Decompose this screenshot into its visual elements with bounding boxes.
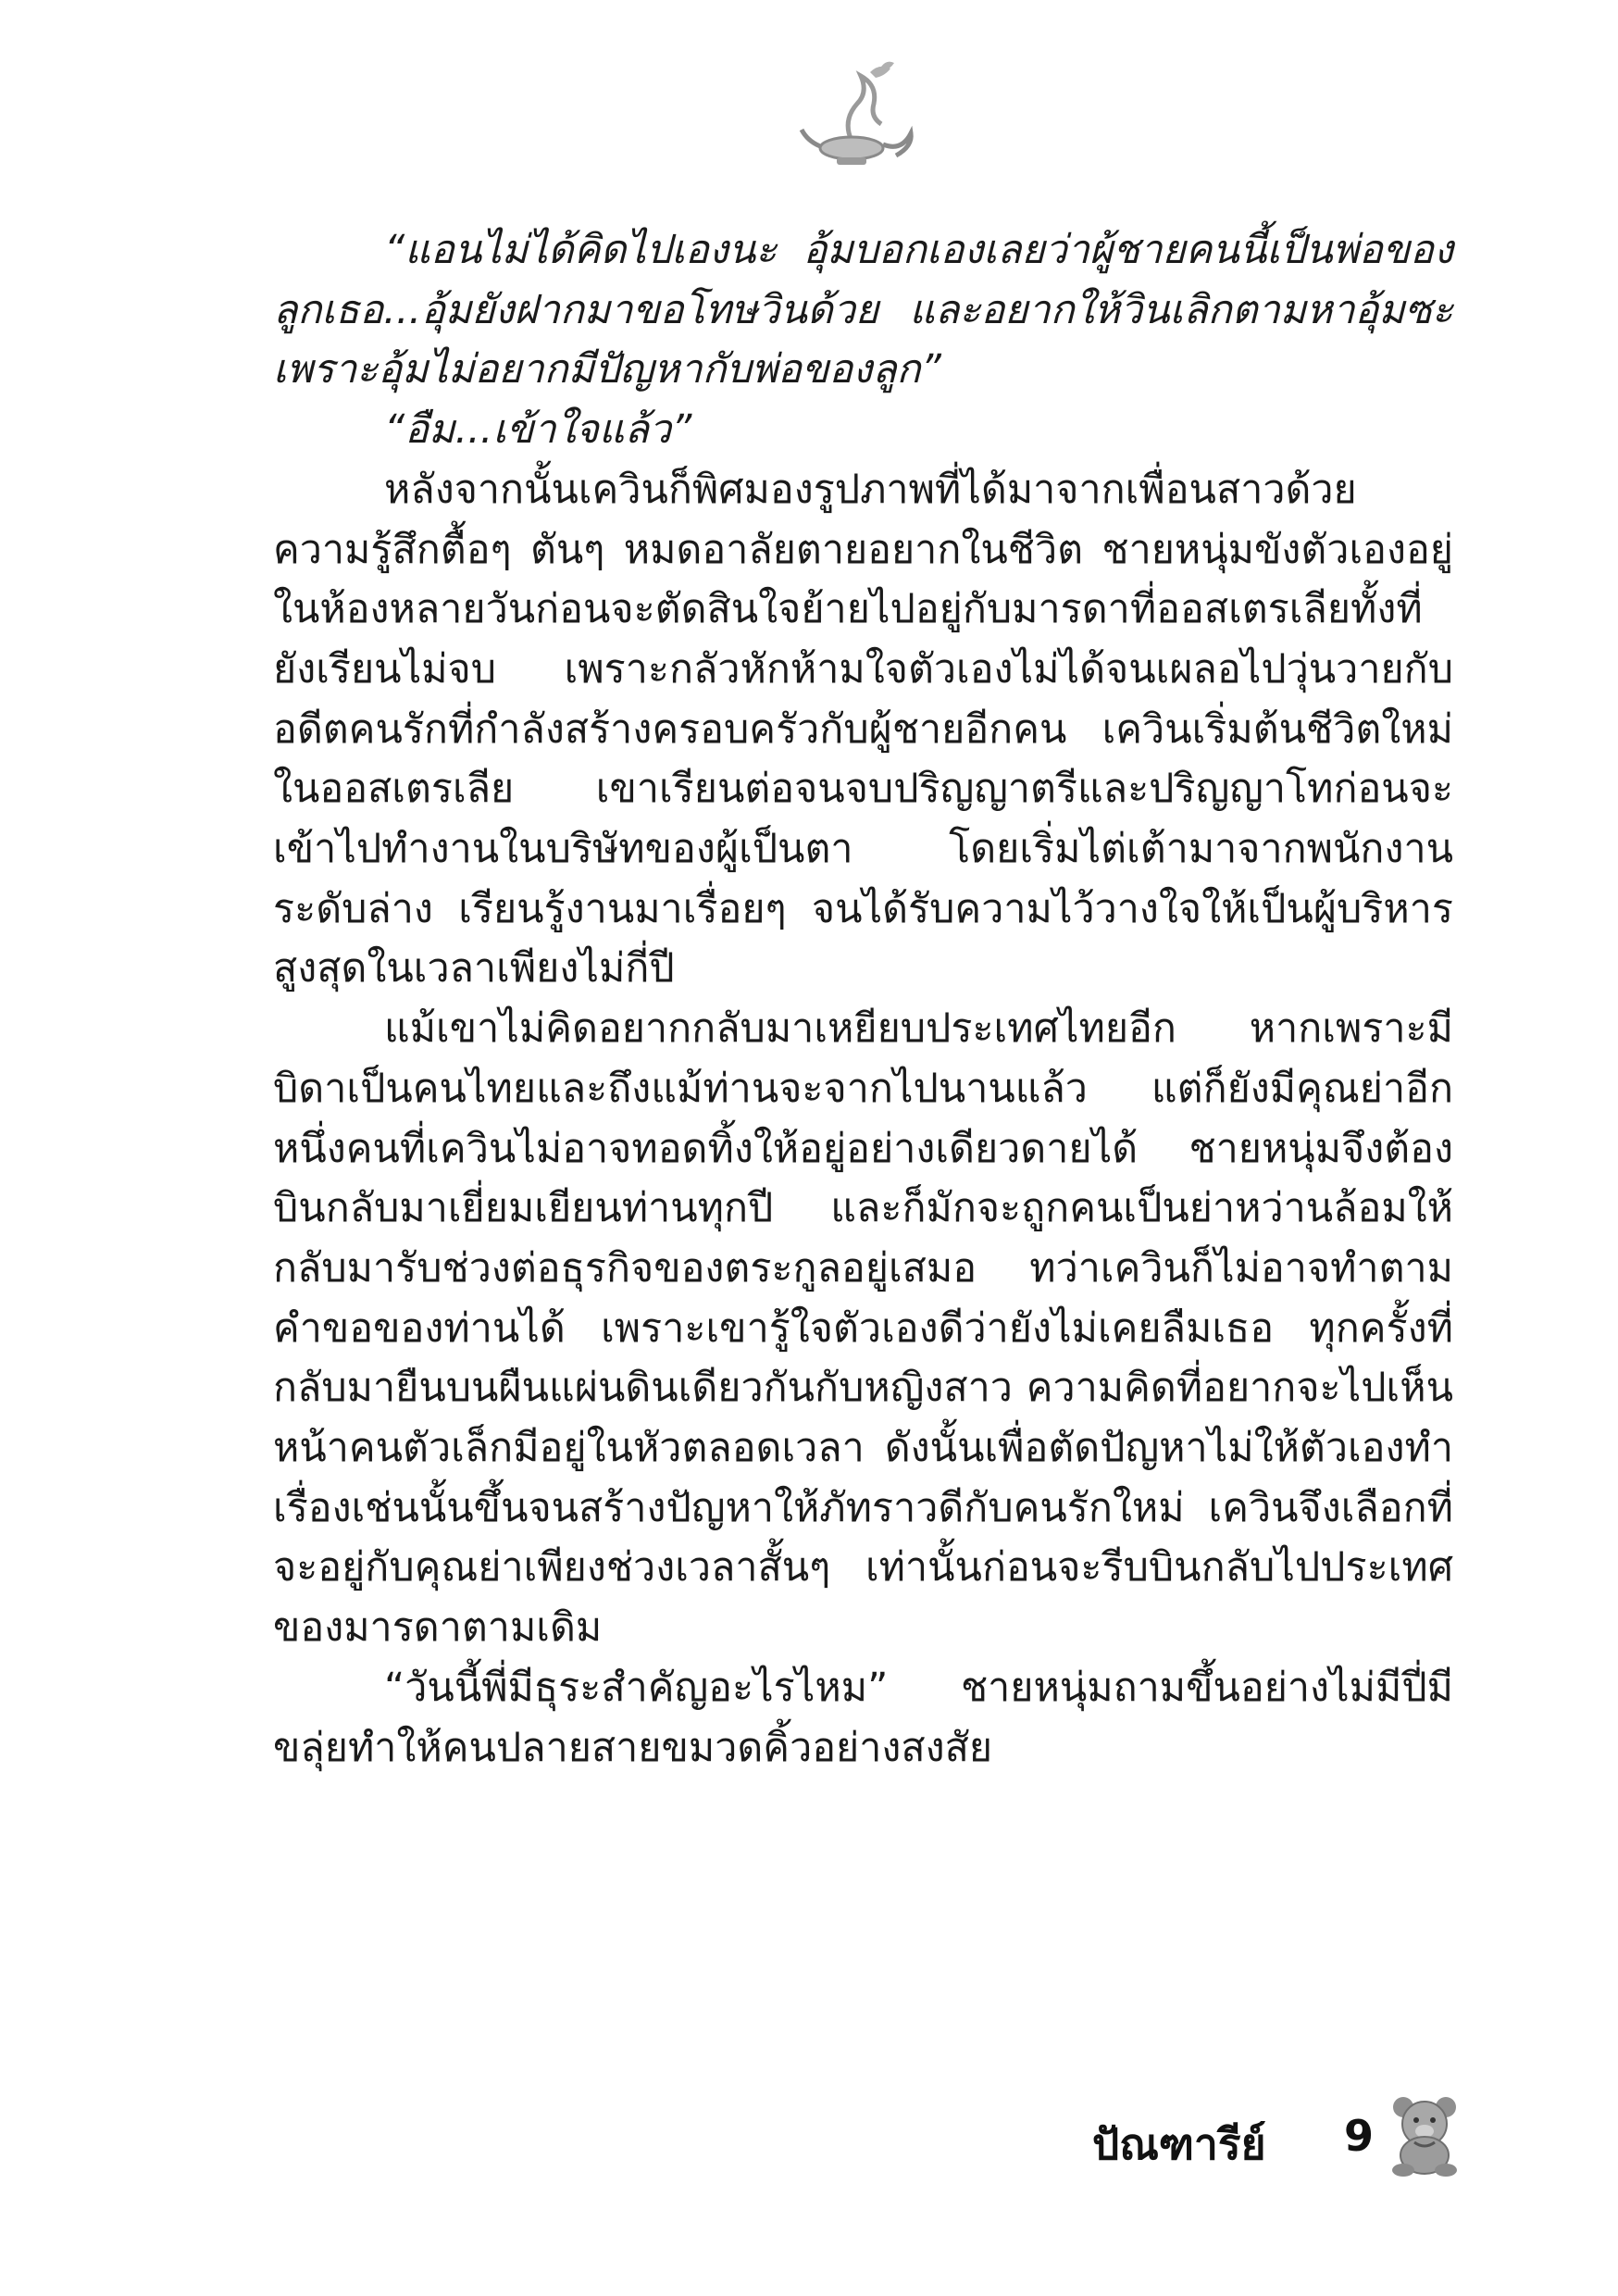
paragraph-4: แม้เขาไม่คิดอยากกลับมาเหยียบประเทศไทยอีก หากเพราะมีบิดาเป็นคนไทยและถึงแม้ท่านจะจากไปนานแล้ว แต่ก็ยังมีคุณย่าอีกหนึ่งคนที่เควินไม่อาจทอดทิ้งให้อยู่อย่างเดียวดายได้ ชายหนุ่มจึงต้องบินกลับมาเยี่ยมเยียนท่านทุกปี และก็มักจะถูกคนเป็นย่าหว่านล้อมให้กลับมารับช่วงต่อธุรกิจของตระกูลอยู่เสมอ ทว่าเควินก็ไม่อาจทำตามคำขอของท่านได้ เพราะเขารู้ใจตัวเองดีว่ายังไม่เคยลืมเธอ ทุกครั้งที่กลับมายืนบนผืนแผ่นดินเดียวกันกับหญิงสาว ความคิดที่อยากจะไปเห็นหน้าคนตัวเล็กมีอยู่ในหัวตลอดเวลา ดังนั้นเพื่อตัดปัญหาไม่ให้ตัวเองทำเรื่องเช่นนั้นขึ้นจนสร้างปัญหาให้ภัทราวดีกับคนรักใหม่ เควินจึงเลือกที่จะอยู่กับคุณย่าเพียงช่วงเวลาสั้นๆ เท่านั้นก่อนจะรีบบินกลับไปประเทศของมารดาตามเดิม: [273, 1005, 1453, 1652]
teddy-bear-icon: [1387, 2094, 1462, 2177]
page-footer: [1092, 2094, 1462, 2177]
genie-lamp-icon: [796, 56, 926, 167]
paragraph-1: “แอนไม่ได้คิดไปเองนะ อุ้มบอกเองเลยว่าผู้ชายคนนี้เป็นพ่อของลูกเธอ...อุ้มยังฝากมาขอโทษวินด้วย และอยากให้วินเลิกตามหาอุ้มซะ เพราะอุ้มไม่อยากมีปัญหากับพ่อของลูก”: [273, 227, 1453, 393]
body-text: [273, 220, 1453, 1778]
page-number: 9: [1344, 2111, 1375, 2161]
paragraph-3: หลังจากนั้นเควินก็พิศมองรูปภาพที่ได้มาจากเพื่อนสาวด้วยความรู้สึกตื้อๆ ตันๆ หมดอาลัยตายอยากในชีวิต ชายหนุ่มขังตัวเองอยู่ในห้องหลายวันก่อนจะตัดสินใจย้ายไปอยู่กับมารดาที่ออสเตรเลียทั้งที่ยังเรียนไม่จบ เพราะกลัวหักห้ามใจตัวเองไม่ได้จนเผลอไปวุ่นวายกับอดีตคนรักที่กำลังสร้างครอบครัวกับผู้ชายอีกคน เควินเริ่มต้นชีวิตใหม่ในออสเตรเลีย เขาเรียนต่อจนจบปริญญาตรีและปริญญาโทก่อนจะเข้าไปทำงานในบริษัทของผู้เป็นตา โดยเริ่มไต่เต้ามาจากพนักงานระดับล่าง เรียนรู้งานมาเรื่อยๆ จนได้รับความไว้วางใจให้เป็นผู้บริหารสูงสุดในเวลาเพียงไม่กี่ปี: [273, 466, 1453, 992]
paragraph-5: “วันนี้พี่มีธุระสำคัญอะไรไหม” ชายหนุ่มถามขึ้นอย่างไม่มีปี่มีขลุ่ยทำให้คนปลายสายขมวดคิ้วอย่างสงสัย: [273, 1664, 1453, 1771]
paragraph-2: “อืม...เข้าใจแล้ว”: [384, 406, 692, 454]
author-name: ปัณฑารีย์: [1092, 2119, 1266, 2169]
